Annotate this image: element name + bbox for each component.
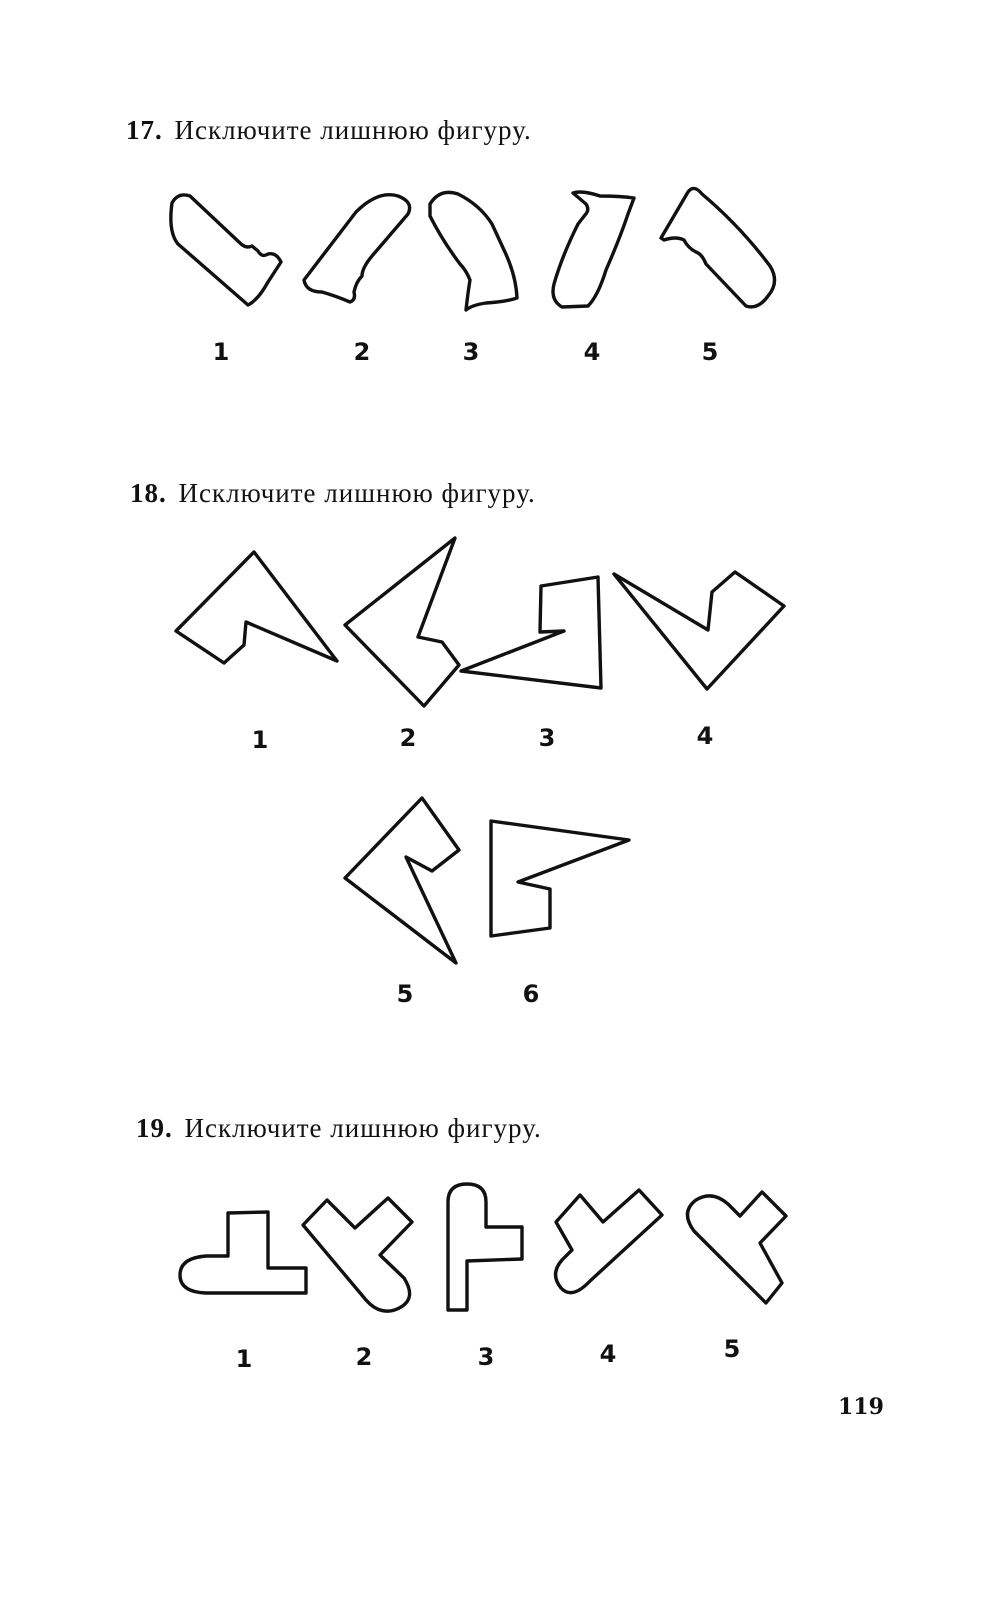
task-number: 17.	[126, 115, 163, 145]
task-18-label-4: 4	[696, 722, 714, 750]
task-18-title	[130, 478, 536, 509]
task-18-figure-1	[176, 552, 337, 663]
task-prompt: Исключите лишнюю фигуру.	[174, 115, 532, 145]
task-17-label-2: 2	[353, 338, 371, 366]
task-17-label-4: 4	[583, 338, 601, 366]
task-19-figure-2	[303, 1198, 412, 1311]
task-17-figure-3	[430, 192, 517, 310]
task-19-figure-3	[448, 1184, 522, 1310]
task-18-label-1: 1	[251, 726, 269, 754]
task-18-figure-6	[491, 821, 629, 936]
task-18-label-2: 2	[399, 724, 417, 752]
task-19-label-4: 4	[599, 1340, 617, 1368]
task-19-label-1: 1	[235, 1345, 253, 1373]
task-17-figure-1	[171, 195, 281, 305]
task-18-label-6: 6	[522, 980, 540, 1008]
task-19-figure-4	[556, 1190, 662, 1293]
task-17-figure-4	[553, 192, 634, 307]
task-18-figure-4	[614, 572, 784, 689]
task-19-title	[136, 1113, 542, 1144]
task-18-label-3: 3	[538, 724, 556, 752]
task-number: 18.	[130, 478, 167, 508]
task-17-figure-2	[304, 195, 410, 302]
task-prompt: Исключите лишнюю фигуру.	[184, 1113, 542, 1143]
task-18-figure-5	[345, 798, 459, 963]
task-19-figure-5	[687, 1192, 786, 1303]
task-18-label-5: 5	[396, 980, 414, 1008]
task-19-label-2: 2	[355, 1343, 373, 1371]
task-19-label-3: 3	[477, 1343, 495, 1371]
task-18-figure-2	[345, 538, 459, 706]
task-17-label-5: 5	[701, 338, 719, 366]
task-17-label-3: 3	[462, 338, 480, 366]
task-18-figure-3	[461, 577, 601, 688]
task-number: 19.	[136, 1113, 173, 1143]
task-19-label-5: 5	[723, 1335, 741, 1363]
page-number: 119	[838, 1394, 884, 1420]
task-17-label-1: 1	[212, 338, 230, 366]
task-prompt: Исключите лишнюю фигуру.	[178, 478, 536, 508]
task-19-figure-1	[180, 1212, 306, 1293]
task-17-figure-5	[661, 188, 775, 306]
